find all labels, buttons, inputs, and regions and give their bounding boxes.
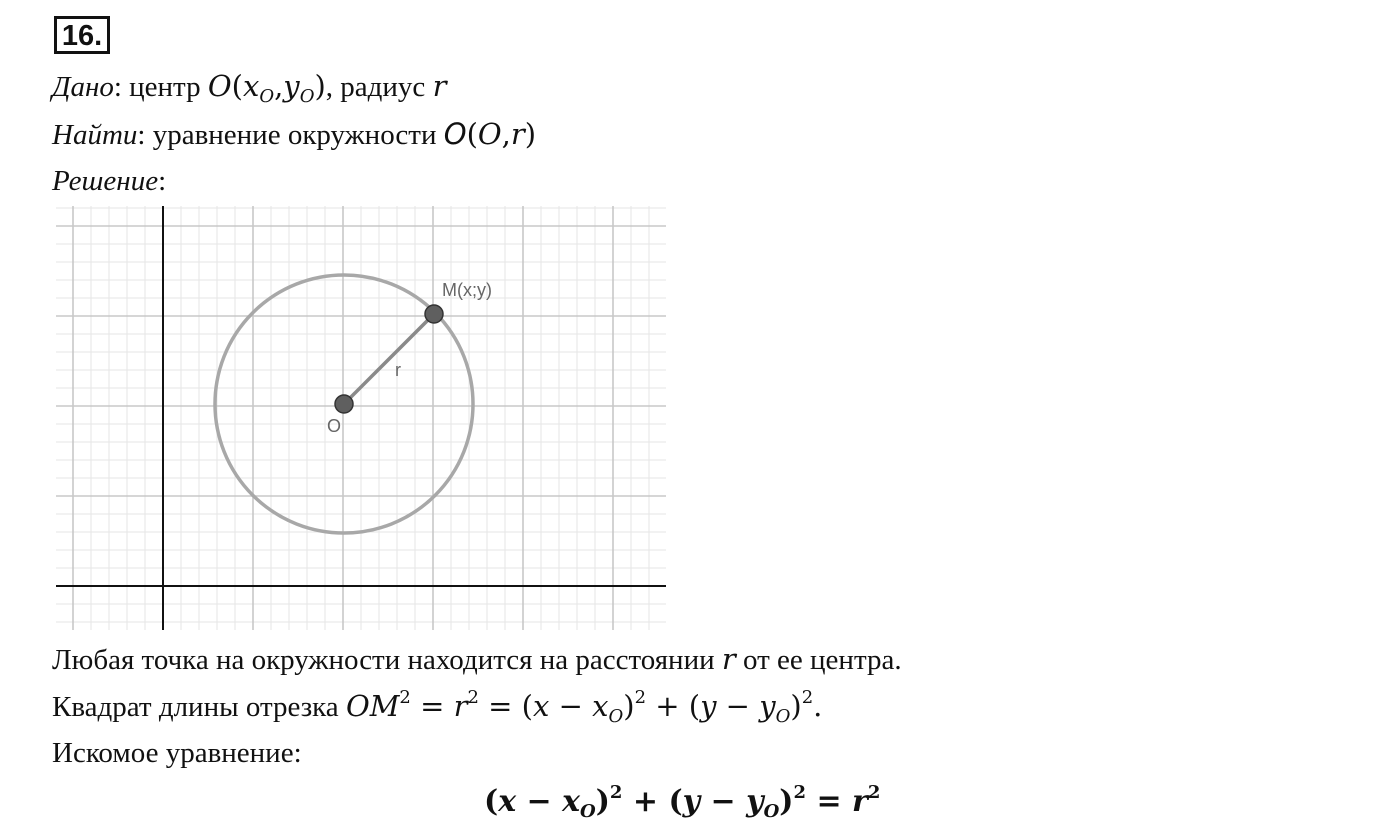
- given-line: Дано: центр $O(x_O,y_O)$, радиус r: [52, 69, 447, 107]
- point-m: [425, 305, 443, 323]
- body-line-1-b: от ее центра.: [735, 644, 902, 676]
- given-label: Дано: [52, 71, 114, 103]
- center-x-subscript: O: [259, 86, 275, 107]
- point-m-label: M(x;y): [442, 280, 492, 300]
- center-x: x: [242, 69, 260, 103]
- solution-line: [52, 163, 166, 199]
- circle-symbol: O: [443, 117, 467, 151]
- center-name: O: [207, 69, 232, 103]
- circle-figure: [56, 206, 670, 630]
- find-center: O: [477, 117, 502, 151]
- body-line-1-a: Любая точка на окружности находится на расстоянии: [52, 644, 722, 676]
- body-line-1: [52, 641, 902, 678]
- body-line-2: [52, 688, 822, 725]
- body-line-3: Искомое уравнение:: [52, 737, 302, 769]
- distance-formula: $OM^2 = r^2 = (x - x_O)^2 + (y - y_O)^2$.: [345, 687, 823, 727]
- find-radius: r: [510, 117, 525, 151]
- find-line: Найти: уравнение окружности O(O,r): [52, 117, 537, 151]
- find-label: Найти: [52, 119, 138, 151]
- center-y-subscript: O: [299, 86, 315, 107]
- find-text: : уравнение окружности: [137, 119, 444, 151]
- radius-segment: [344, 314, 434, 404]
- given-radius: r: [432, 69, 447, 103]
- given-center-text: : центр: [113, 71, 208, 103]
- body-line-2-a: Квадрат длины отрезка: [52, 691, 346, 723]
- grid-minor: [56, 206, 666, 630]
- center-y: y: [283, 69, 300, 103]
- body-line-1-r: r: [721, 642, 736, 676]
- solution-colon: :: [158, 165, 167, 197]
- point-o-label: O: [327, 416, 342, 436]
- given-radius-text: , радиус: [325, 71, 433, 103]
- point-o: [335, 395, 353, 413]
- radius-label: r: [395, 360, 401, 380]
- solution-label: Решение: [52, 165, 159, 197]
- final-equation: $(x - x_O)^2 + (y - y_O)^2 = r^2$: [484, 782, 881, 822]
- task-number-box: 16.: [54, 16, 110, 54]
